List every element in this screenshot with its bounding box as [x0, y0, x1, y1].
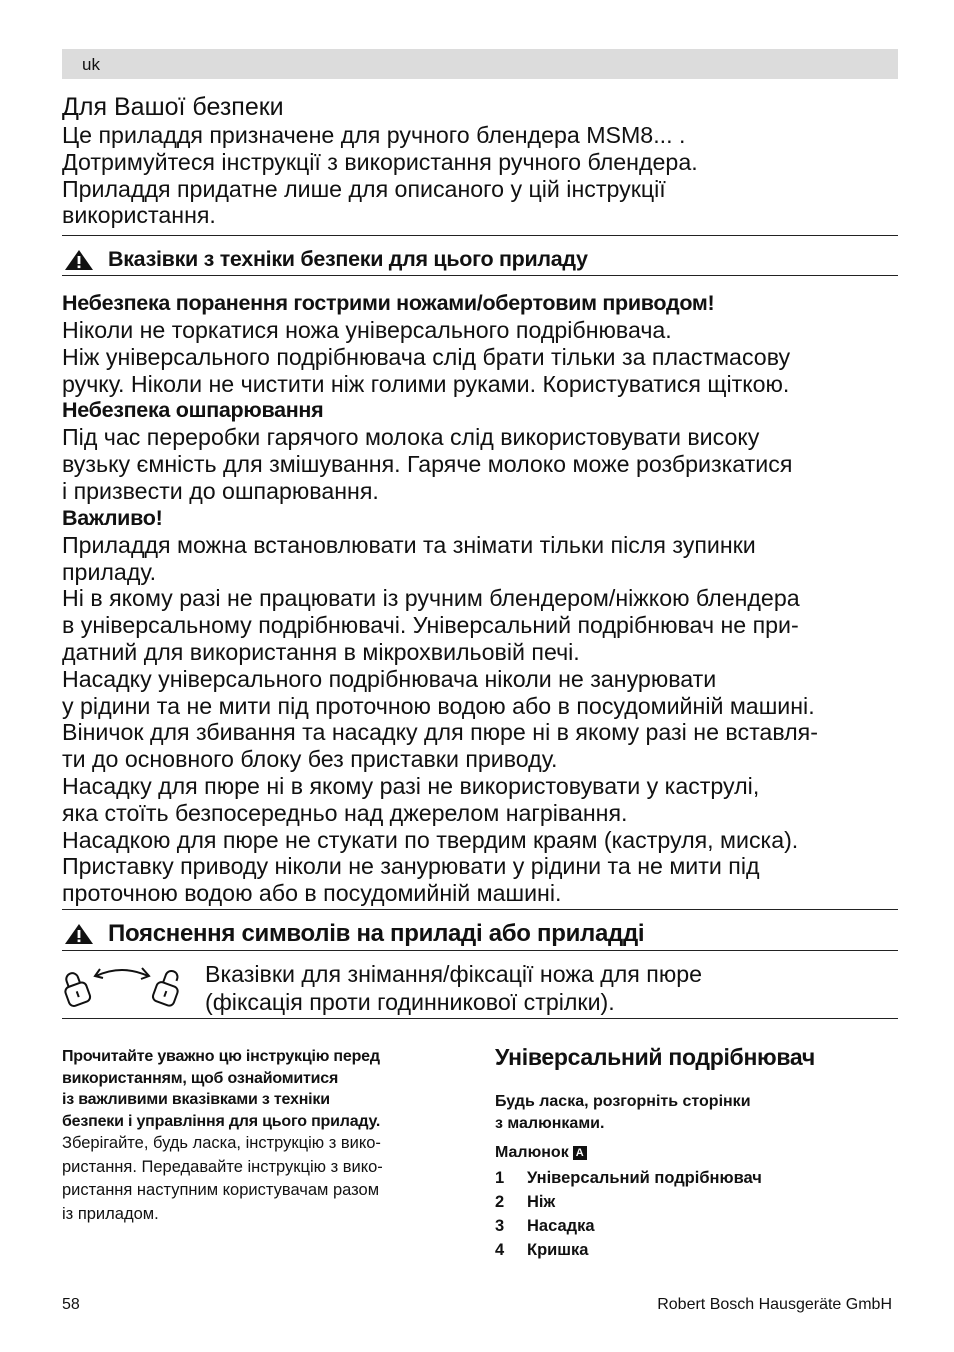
intro-line: використання.	[62, 202, 216, 229]
safety-line: у рідини та не мити під проточною водою або в посудомийній машині.	[62, 692, 815, 719]
item-label: Ніж	[527, 1193, 556, 1211]
warning-triangle-icon	[64, 923, 94, 945]
unfold-note	[495, 1091, 895, 1134]
safety-line: Насадку для пюре ні в якому разі не використовувати у каструлі,	[62, 772, 760, 799]
safety-line: Ніж універсального подрібнювача слід брати тільки за пластмасову	[62, 343, 791, 370]
list-item	[495, 1166, 895, 1190]
chopper-title: Універсальний подрібнювач	[495, 1044, 815, 1070]
safety-line: Приладдя можна встановлювати та знімати тільки після зупинки	[62, 531, 756, 558]
item-number: 3	[495, 1217, 505, 1235]
safety-line: Насадкою для пюре не стукати по твердим краям (каструля, миска).	[62, 826, 799, 853]
list-item	[495, 1214, 895, 1238]
safety-line: Під час переробки гарячого молока слід використовувати високу	[62, 424, 760, 451]
figure-badge: A	[573, 1146, 587, 1160]
left-column	[62, 1046, 447, 1226]
safety-line: Віничок для збивання та насадку для пюре ні в якому разі не вставля-	[62, 719, 818, 746]
warning-triangle-icon	[64, 249, 94, 271]
safety-line: Ніколи не торкатися ножа універсального подрібнювача.	[62, 317, 672, 343]
symbol-description	[205, 960, 702, 1016]
symbol-line: Вказівки для знімання/фіксації ножа для пюре	[205, 961, 703, 987]
intro-line: Приладдя придатне лише для описаного у цій інструкції	[62, 175, 666, 202]
item-label: Кришка	[527, 1241, 589, 1259]
safety-line: Ні в якому разі не працювати із ручним блендером/ніжкою блендера	[62, 585, 800, 612]
symbol-row	[62, 960, 898, 1018]
company-name: Robert Bosch Hausgeräte GmbH	[657, 1296, 892, 1313]
safety-line: приладу.	[62, 558, 157, 585]
lock-unlock-arrow-icon	[62, 964, 182, 1014]
safety-line: і призвести до ошпарювання.	[62, 477, 379, 504]
intro-section	[62, 92, 898, 229]
safety-line: в універсальному подрібнювачі. Універсальний подрібнювач не при-	[62, 612, 799, 639]
safety-line: вузьку ємність для змішування. Гаряче молоко може розбризкатися	[62, 451, 793, 478]
read-instructions-line: безпеки і управління для цього приладу.	[62, 1112, 381, 1130]
keep-instructions-line: із приладом.	[62, 1204, 159, 1223]
keep-instructions-line: Зберігайте, будь ласка, інструкцію з вико-	[62, 1134, 381, 1152]
safety-line: Приставку приводу ніколи не занурювати у рідини та не мити під	[62, 853, 760, 880]
language-code: uk	[82, 55, 100, 74]
safety-heading-text: Вказівки з техніки безпеки для цього приладу	[108, 247, 588, 271]
list-item	[495, 1190, 895, 1214]
page-number: 58	[62, 1296, 80, 1313]
item-number: 4	[495, 1241, 505, 1259]
danger-title: Небезпека поранення гострими ножами/обертовим приводом!	[62, 291, 715, 315]
important-title: Важливо!	[62, 505, 163, 530]
symbols-heading	[62, 920, 898, 948]
item-number: 2	[495, 1193, 505, 1211]
symbol-line: (фіксація проти годинникової стрілки).	[205, 989, 615, 1015]
safety-line: ти до основного блоку без приставки приводу.	[62, 746, 558, 773]
danger-title: Небезпека ошпарювання	[62, 398, 324, 423]
unfold-line: з малюнками.	[495, 1114, 605, 1132]
item-label: Універсальний подрібнювач	[527, 1169, 762, 1187]
right-column	[495, 1044, 895, 1262]
item-number: 1	[495, 1169, 505, 1187]
divider	[62, 235, 898, 236]
safety-line: ручку. Ніколи не чистити ніж голими руками. Користуватися щіткою.	[62, 370, 790, 397]
read-instructions-line: із важливими вказівками з техніки	[62, 1091, 330, 1108]
read-instructions-line: використанням, щоб ознайомитися	[62, 1069, 339, 1087]
parts-list	[495, 1166, 895, 1262]
item-label: Насадка	[527, 1217, 595, 1235]
keep-instructions-line: ристання наступним користувачам разом	[62, 1181, 380, 1199]
figure-label	[495, 1144, 895, 1162]
keep-instructions-line: ристання. Передавайте інструкцію з вико-	[62, 1157, 383, 1176]
figure-label-text: Малюнок	[495, 1144, 569, 1161]
divider	[62, 909, 898, 910]
safety-heading	[62, 247, 898, 272]
read-instructions-line: Прочитайте уважно цю інструкцію перед	[62, 1048, 380, 1065]
intro-line: Дотримуйтеся інструкції з використання ручного блендера.	[62, 148, 698, 175]
language-bar	[62, 49, 898, 79]
safety-line: проточною водою або в посудомийній машині.	[62, 880, 562, 907]
safety-line: датний для використання в мікрохвильовій печі.	[62, 638, 580, 665]
unfold-line: Будь ласка, розгорніть сторінки	[495, 1093, 751, 1110]
divider	[62, 1018, 898, 1019]
safety-line: Насадку універсального подрібнювача ніколи не занурювати	[62, 665, 717, 692]
symbols-heading-text: Пояснення символів на приладі або приладді	[108, 920, 645, 947]
divider	[62, 275, 898, 276]
list-item	[495, 1238, 895, 1262]
divider	[62, 950, 898, 951]
safety-line: яка стоїть безпосередньо над джерелом нагрівання.	[62, 799, 628, 826]
safety-body	[62, 290, 898, 907]
intro-line: Це приладдя призначене для ручного блендера MSM8... .	[62, 122, 686, 148]
section-title: Для Вашої безпеки	[62, 93, 284, 121]
